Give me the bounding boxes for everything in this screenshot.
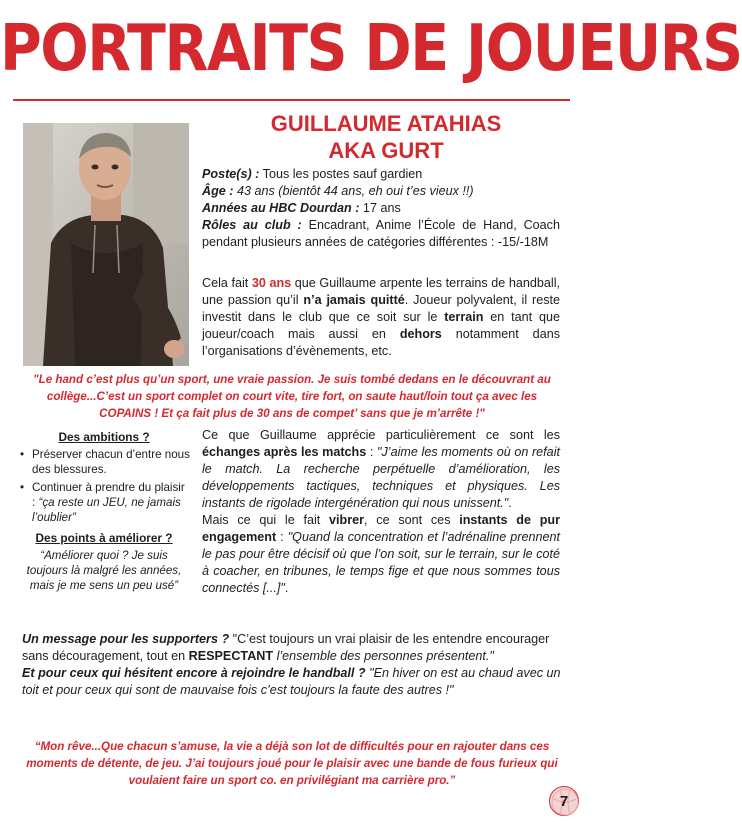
appreciation-text: Mais ce qui le fait xyxy=(202,513,330,527)
improve-heading: Des points à améliorer ? xyxy=(35,531,173,545)
ambition-quote: “ça reste un JEU, ne jamais l’oublier” xyxy=(32,496,181,524)
page-title: PORTRAITS DE JOUEURS xyxy=(0,11,742,86)
appreciation-para1 xyxy=(202,427,560,512)
list-item xyxy=(18,480,190,525)
poste-label: Poste(s) : xyxy=(202,167,260,181)
title-divider xyxy=(13,99,570,101)
appreciation-bold: vibrer xyxy=(329,513,365,527)
list-item: • Préserver chacun d’entre nous des blessures. xyxy=(18,447,190,477)
player-name xyxy=(200,110,572,164)
message-question: Et pour ceux qui hésitent encore à rejoindre le handball ? xyxy=(22,666,366,680)
appreciation-text: . xyxy=(508,496,512,510)
player-name-line2: AKA GURT xyxy=(328,138,444,163)
message-supporters xyxy=(22,631,562,665)
appreciation-para2 xyxy=(202,512,560,597)
appreciation-column xyxy=(202,427,560,597)
messages-section xyxy=(22,631,562,699)
appreciation-text: , ce sont ces xyxy=(364,513,460,527)
bio-never: n’a jamais quitté xyxy=(303,293,405,307)
quote-dream: “Mon rêve...Que chacun s’amuse, la vie a déjà son lot de difficultés pour en rajouter dans ces moments de détente, de jeu. J’ai toujours joué pour le plaisir avec une bande de fous furieux qui voulaient faire un sport co. en privilégiant ma carrière pro.” xyxy=(26,740,558,787)
appreciation-bold: échanges après les matchs xyxy=(202,445,367,459)
bio-years: 30 ans xyxy=(251,276,292,290)
message-bold: RESPECTANT xyxy=(188,649,274,663)
message-answer: "En hiver on est au chaud avec un toit et pour ceux qui sont de mauvaise fois c’est toujours la faute des autres !" xyxy=(22,666,561,697)
ambition-text: Continuer à prendre du plaisir : xyxy=(32,481,185,509)
bio-text: . Joueur polyvalent, il reste investit dans le club que ce soit sur le xyxy=(202,293,560,324)
appreciation-quote: "Quand la concentration et l’adrénaline prennent le pas pour être décisif où que l’on soit, sur le terrain, sur le coté à coacher, en tribunes, le temps fige et que nous sommes tous connectés [...]" xyxy=(202,530,561,595)
annees-value: 17 ans xyxy=(359,201,401,215)
bio-text: Cela fait xyxy=(202,276,252,290)
appreciation-text: . xyxy=(284,581,289,595)
page-number: 7 xyxy=(559,792,569,810)
message-answer: l’ensemble des personnes présentent." xyxy=(273,649,494,663)
player-bio xyxy=(202,275,560,360)
info-age xyxy=(202,183,560,200)
roles-label: Rôles au club : xyxy=(202,218,302,232)
message-question: Un message pour les supporters ? xyxy=(22,632,230,646)
bio-text: que Guillaume arpente les terrains de handball, une passion qu’il xyxy=(202,276,560,307)
appreciation-text: : xyxy=(366,445,378,459)
appreciation-quote: "J’aime les moments où on refait le match. La recherche perpétuelle d’amélioration, les développements tactiques, techniques et physiques. Les instants de rigolade intergénération qui nous unissent." xyxy=(202,445,560,510)
player-info xyxy=(202,166,560,251)
ambitions-heading: Des ambitions ? xyxy=(58,430,150,444)
message-newcomers xyxy=(22,665,562,699)
improve-text: “Améliorer quoi ? Je suis toujours là malgré les années, mais je me sens un peu usé” xyxy=(26,549,182,592)
sidebar-column xyxy=(18,430,190,593)
appreciation-text: : xyxy=(276,530,288,544)
bio-terrain: terrain xyxy=(444,310,484,324)
bio-dehors: dehors xyxy=(399,327,442,341)
ambitions-list xyxy=(18,447,190,525)
appreciation-bold: instants de pur engagement xyxy=(202,513,560,544)
age-label: Âge : xyxy=(202,184,234,198)
roles-value: Encadrant, Anime l’École de Hand, Coach pendant plusieurs années de catégories différentes : -15/-18M xyxy=(202,218,560,249)
age-note: (bientôt 44 ans, eh oui t’es vieux !!) xyxy=(274,184,474,198)
annees-label: Années au HBC Dourdan : xyxy=(202,201,360,215)
player-photo xyxy=(23,123,189,366)
info-roles xyxy=(202,217,560,251)
bio-text: en tant que joueur/coach mais aussi en xyxy=(202,310,560,341)
info-annees xyxy=(202,200,560,217)
info-poste xyxy=(202,166,560,183)
appreciation-text: Ce que Guillaume apprécie particulièrement ce sont les xyxy=(202,428,560,442)
age-value: 43 ans xyxy=(233,184,275,198)
poste-value: Tous les postes sauf gardien xyxy=(259,167,423,181)
page-number-badge xyxy=(549,786,579,816)
quote-passion: "Le hand c’est plus qu’un sport, une vraie passion. Je suis tombé dedans en le découvrant au collège...C’est un sport complet on court vite, tire fort, on saute haut/loin tout ça avec les COPAINS ! Et ça fait plus de 30 ans de compet’ sans que je m’arrête !" xyxy=(33,373,551,420)
message-answer: "C’est toujours un vrai plaisir de les entendre encourager sans découragement, tout en xyxy=(22,632,550,663)
player-name-line1: GUILLAUME ATAHIAS xyxy=(270,111,502,136)
bio-text: notamment dans l’organisations d’évènements, etc. xyxy=(202,327,560,358)
